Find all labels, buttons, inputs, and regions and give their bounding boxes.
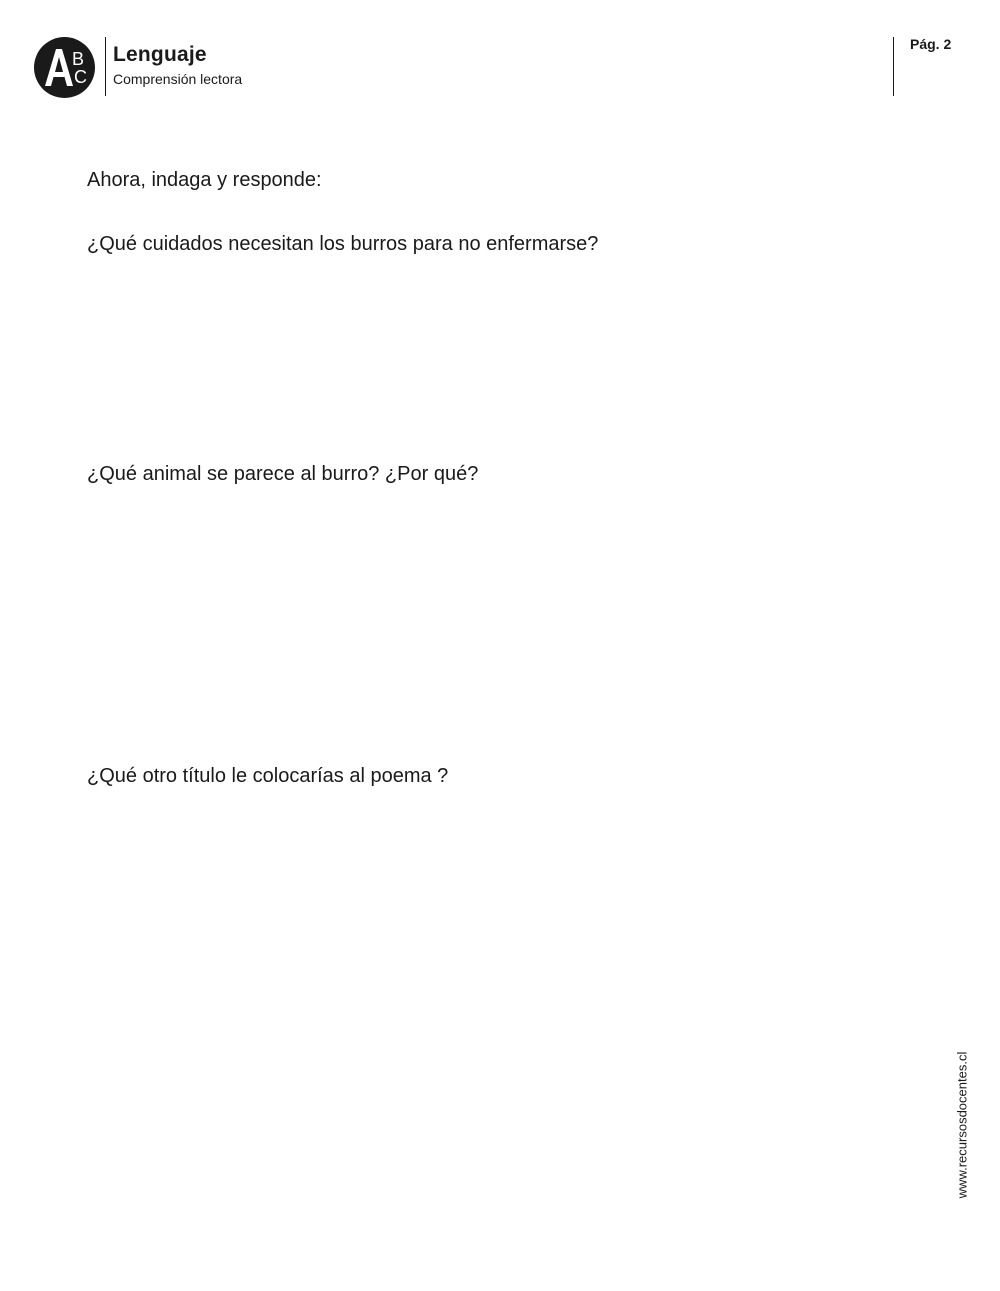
question-3: ¿Qué otro título le colocarías al poema ? [87,765,449,787]
question-2: ¿Qué animal se parece al burro? ¿Por qué? [87,463,479,485]
header-divider-right [893,37,894,96]
answer-area-1[interactable] [87,270,907,450]
question-1: ¿Qué cuidados necesitan los burros para no enfermarse? [87,233,599,255]
answer-area-3[interactable] [87,802,907,1182]
website-watermark: www.recursosdocentes.cl [954,1051,970,1199]
answer-area-2[interactable] [87,500,907,750]
svg-text:B: B [72,49,85,69]
svg-text:C: C [74,67,87,87]
abc-logo-icon [34,37,95,98]
subject-title: Lenguaje [113,43,207,66]
subject-subtitle: Comprensión lectora [113,71,243,87]
page-number: Pág. 2 [910,36,952,52]
header-divider-left [105,37,106,96]
instructions: Ahora, indaga y responde: [87,169,322,191]
